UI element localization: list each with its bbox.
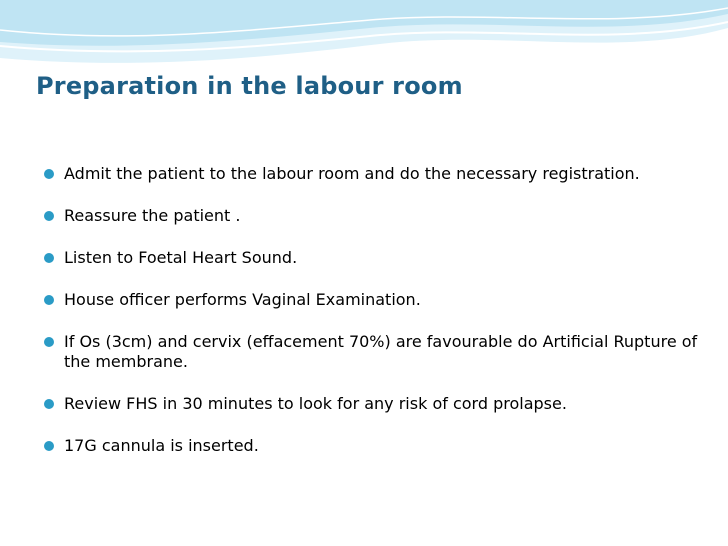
bullet-item: [44, 248, 704, 268]
bullet-item: [44, 394, 704, 414]
slide-title: Preparation in the labour room: [36, 72, 463, 100]
bullet-icon: [44, 441, 54, 451]
bullet-text: If Os (3cm) and cervix (effacement 70%) are favourable do Artificial Rupture of the membrane.: [64, 332, 698, 371]
bullet-item: [44, 332, 704, 372]
bullet-item: [44, 206, 704, 226]
bullet-item: [44, 164, 704, 184]
bullet-item: [44, 290, 704, 310]
bullet-icon: [44, 399, 54, 409]
bullet-list: [44, 164, 704, 456]
bullet-text: 17G cannula is inserted.: [64, 436, 259, 455]
bullet-item: [44, 436, 704, 456]
bullet-text: Reassure the patient .: [64, 206, 241, 225]
bullet-icon: [44, 337, 54, 347]
bullet-text: Listen to Foetal Heart Sound.: [64, 248, 298, 267]
header-wave-decoration: [0, 0, 728, 80]
bullet-icon: [44, 253, 54, 263]
bullet-icon: [44, 211, 54, 221]
bullet-icon: [44, 295, 54, 305]
bullet-icon: [44, 169, 54, 179]
bullet-text: House officer performs Vaginal Examination.: [64, 290, 421, 309]
bullet-text: Admit the patient to the labour room and do the necessary registration.: [64, 164, 640, 183]
bullet-text: Review FHS in 30 minutes to look for any risk of cord prolapse.: [64, 394, 567, 413]
